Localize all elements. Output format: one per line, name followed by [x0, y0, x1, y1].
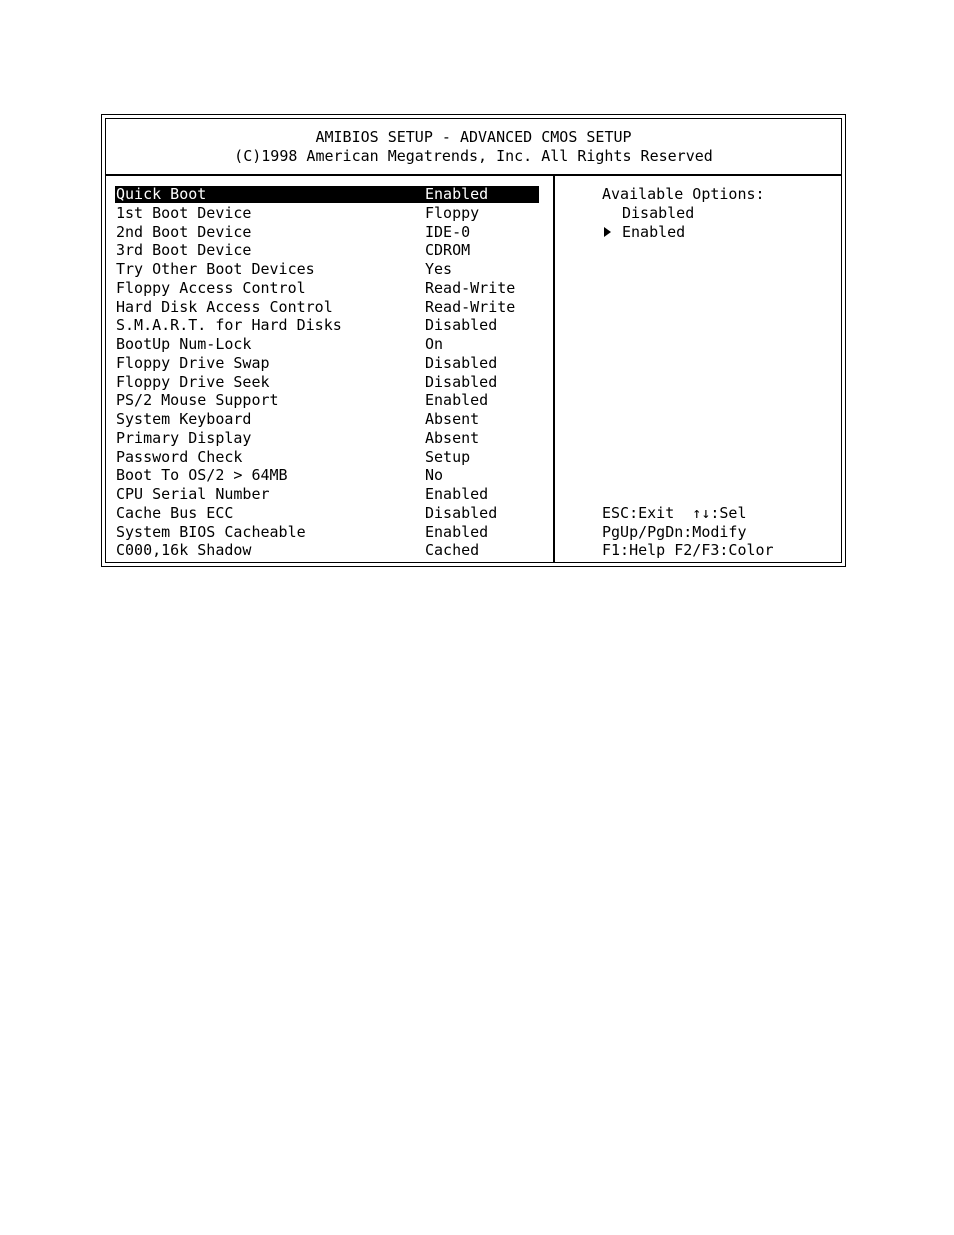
- setting-row[interactable]: [106, 223, 553, 242]
- setting-row[interactable]: [106, 279, 553, 298]
- setting-label: Floppy Drive Seek: [116, 372, 270, 391]
- setting-label: Try Other Boot Devices: [116, 260, 315, 278]
- setting-value[interactable]: Enabled: [425, 485, 489, 503]
- setting-label: 3rd Boot Device: [116, 241, 252, 260]
- setting-row[interactable]: [106, 523, 553, 542]
- setting-value[interactable]: Enabled: [425, 185, 489, 203]
- setting-row[interactable]: [106, 354, 553, 373]
- setting-row[interactable]: [106, 391, 553, 410]
- key-hint-exit-select: ESC:Exit ↑↓:Sel: [602, 503, 747, 522]
- setting-value[interactable]: Enabled: [425, 391, 489, 410]
- setting-row[interactable]: [106, 448, 553, 467]
- setting-row[interactable]: [106, 316, 553, 335]
- bios-inner-frame: [105, 118, 842, 563]
- setting-label: Cache Bus ECC: [116, 503, 234, 522]
- setting-value[interactable]: On: [425, 335, 444, 353]
- setting-value[interactable]: Disabled: [425, 372, 498, 391]
- key-hint-help-color: F1:Help F2/F3:Color: [602, 541, 774, 560]
- setting-value[interactable]: Read-Write: [425, 297, 516, 316]
- option-disabled[interactable]: Disabled: [622, 203, 695, 222]
- setting-value[interactable]: Yes: [425, 260, 453, 278]
- setting-label: Primary Display: [116, 428, 252, 447]
- setup-title: AMIBIOS SETUP - ADVANCED CMOS SETUP: [315, 128, 632, 146]
- copyright-notice: (C)1998 American Megatrends, Inc. All Rights Reserved: [234, 147, 713, 165]
- key-hint-modify: PgUp/PgDn:Modify: [602, 522, 747, 541]
- setting-row[interactable]: [106, 373, 553, 392]
- setting-value[interactable]: Setup: [425, 447, 471, 466]
- setting-label: 1st Boot Device: [116, 203, 252, 222]
- setting-row[interactable]: [106, 410, 553, 429]
- setting-label: PS/2 Mouse Support: [116, 391, 279, 410]
- setting-row[interactable]: [106, 185, 553, 204]
- setting-row[interactable]: [106, 298, 553, 317]
- available-options-title: Available Options:: [602, 185, 765, 203]
- setting-value[interactable]: Enabled: [425, 522, 489, 541]
- setting-label: S.M.A.R.T. for Hard Disks: [116, 316, 342, 335]
- setting-label: Quick Boot: [116, 185, 207, 203]
- setting-row[interactable]: [106, 429, 553, 448]
- setting-row[interactable]: [106, 485, 553, 504]
- setting-value[interactable]: No: [425, 466, 444, 485]
- setting-value[interactable]: Cached: [425, 541, 480, 560]
- setting-value[interactable]: Floppy: [425, 203, 480, 222]
- setting-label: BootUp Num-Lock: [116, 335, 252, 353]
- setting-row[interactable]: [106, 204, 553, 223]
- setting-row[interactable]: [106, 335, 553, 354]
- setting-value[interactable]: Read-Write: [425, 278, 516, 297]
- setting-label: Floppy Drive Swap: [116, 353, 270, 372]
- setting-row[interactable]: [106, 466, 553, 485]
- setting-label: CPU Serial Number: [116, 485, 270, 503]
- setting-value[interactable]: Absent: [425, 410, 480, 428]
- setting-label: Boot To OS/2 > 64MB: [116, 466, 288, 485]
- setting-row[interactable]: [106, 241, 553, 260]
- setting-label: System Keyboard: [116, 410, 252, 428]
- selection-arrow-icon: [604, 227, 611, 237]
- setting-value[interactable]: Disabled: [425, 316, 498, 335]
- setting-value[interactable]: Absent: [425, 428, 480, 447]
- setting-label: 2nd Boot Device: [116, 222, 252, 241]
- help-panel: [555, 185, 841, 562]
- bios-header: [106, 119, 841, 176]
- setting-label: Password Check: [116, 447, 243, 466]
- setting-label: C000,16k Shadow: [116, 541, 252, 560]
- setting-value[interactable]: Disabled: [425, 353, 498, 372]
- setting-label: Floppy Access Control: [116, 278, 306, 297]
- setting-value[interactable]: Disabled: [425, 503, 498, 522]
- setting-value[interactable]: CDROM: [425, 241, 471, 260]
- setting-value[interactable]: IDE-0: [425, 222, 471, 241]
- setting-row[interactable]: [106, 541, 553, 560]
- setting-row[interactable]: [106, 504, 553, 523]
- option-enabled[interactable]: Enabled: [622, 222, 686, 241]
- setting-label: System BIOS Cacheable: [116, 522, 306, 541]
- setting-label: Hard Disk Access Control: [116, 297, 333, 316]
- setting-row[interactable]: [106, 260, 553, 279]
- settings-list: [106, 185, 553, 560]
- bios-setup-window: [101, 114, 846, 567]
